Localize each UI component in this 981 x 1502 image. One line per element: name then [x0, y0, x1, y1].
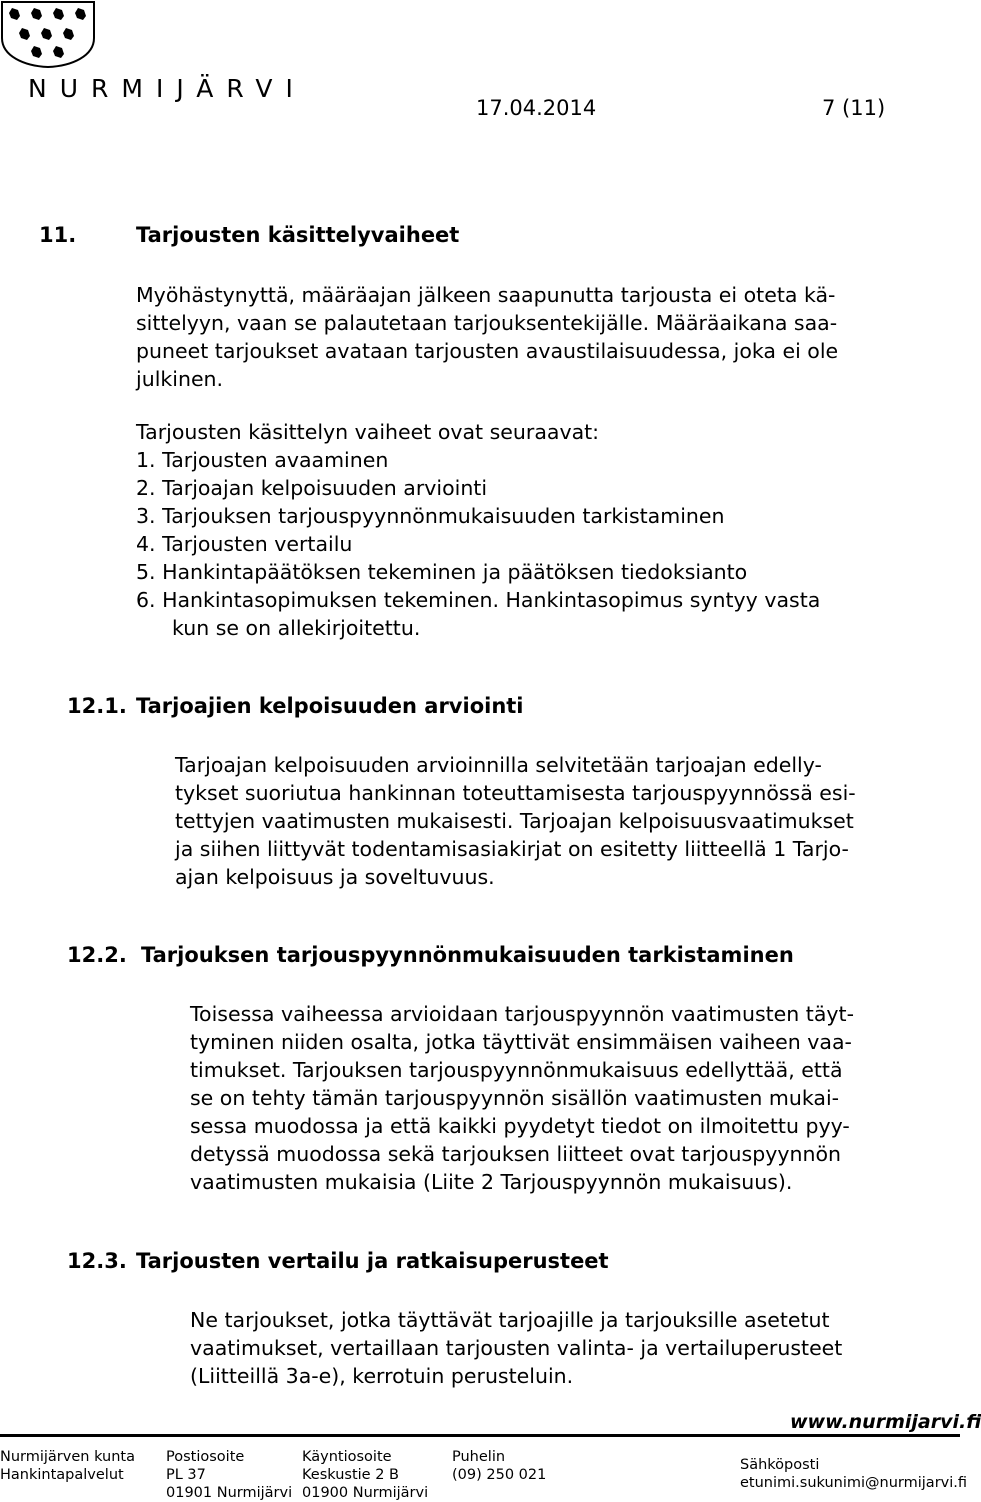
text-line: sittelyyn, vaan se palautetaan tarjouksentekijälle. Määräaikana saa- — [136, 311, 838, 335]
text-line: tykset suoriutua hankinnan toteuttamisesta tarjouspyynnössä esi- — [175, 781, 856, 805]
list-item: 5. Hankintapäätöksen tekeminen ja päätöksen tiedoksianto — [136, 560, 748, 584]
footer-email-link[interactable]: etunimi.sukunimi@nurmijarvi.fi — [740, 1475, 968, 1491]
footer-email — [740, 1456, 967, 1492]
text-line: Ne tarjoukset, jotka täyttävät tarjoajille ja tarjouksille asetetut — [190, 1308, 830, 1332]
list-item: 3. Tarjouksen tarjouspyynnönmukaisuuden tarkistaminen — [136, 504, 725, 528]
text-line: Myöhästynyttä, määräajan jälkeen saapunutta tarjousta ei oteta kä- — [136, 283, 836, 307]
footer-text: (09) 250 021 — [452, 1467, 547, 1483]
text-line: Tarjoajan kelpoisuuden arvioinnilla selvitetään tarjoajan edelly- — [175, 753, 822, 777]
section-11-number: 11. — [39, 223, 77, 247]
section-12-3-number: 12.3. — [67, 1249, 127, 1273]
section-12-2-title: Tarjouksen tarjouspyynnönmukaisuuden tarkistaminen — [141, 943, 794, 967]
text-line: vaatimukset, vertaillaan tarjousten valinta- ja vertailuperusteet — [190, 1336, 843, 1360]
text-line: Toisessa vaiheessa arvioidaan tarjouspyynnön vaatimusten täyt- — [190, 1002, 854, 1026]
brand-wordmark: NURMIJÄRVI — [28, 74, 306, 103]
section-12-3-paragraph — [190, 1306, 842, 1390]
steps-intro: Tarjousten käsittelyn vaiheet ovat seuraavat: — [136, 420, 600, 444]
footer-text: Hankintapalvelut — [0, 1467, 124, 1483]
section-12-1-paragraph — [175, 751, 856, 891]
list-item: 6. Hankintasopimuksen tekeminen. Hankintasopimus syntyy vasta — [136, 588, 821, 612]
footer-website[interactable]: www.nurmijarvi.fi — [790, 1411, 981, 1433]
text-line: tyminen niiden osalta, jotka täyttivät ensimmäisen vaiheen vaa- — [190, 1030, 852, 1054]
section-12-2-number: 12.2. — [67, 943, 127, 967]
text-line: julkinen. — [136, 367, 224, 391]
section-11-paragraph — [136, 281, 838, 393]
text-line: puneet tarjoukset avataan tarjousten avaustilaisuudessa, joka ei ole — [136, 339, 839, 363]
text-line: tettyjen vaatimusten mukaisesti. Tarjoajan kelpoisuusvaatimukset — [175, 809, 854, 833]
coat-of-arms-icon — [0, 0, 96, 68]
footer-postal-address — [166, 1448, 292, 1502]
text-line: se on tehty tämän tarjouspyynnön sisällön vaatimusten mukai- — [190, 1086, 840, 1110]
section-11-title: Tarjousten käsittelyvaiheet — [136, 223, 460, 247]
footer-visiting-address — [302, 1448, 428, 1502]
page-number: 7 (11) — [822, 96, 886, 120]
footer-phone — [452, 1448, 546, 1484]
footer-divider — [0, 1434, 960, 1437]
text-line: vaatimusten mukaisia (Liite 2 Tarjouspyynnön mukaisuus). — [190, 1170, 793, 1194]
text-line: (Liitteillä 3a-e), kerrotuin perusteluin. — [190, 1364, 574, 1388]
footer-text: Keskustie 2 B — [302, 1467, 399, 1483]
footer-text: 01900 Nurmijärvi — [302, 1485, 429, 1501]
steps-list — [136, 418, 820, 642]
section-12-2-paragraph — [190, 1000, 854, 1196]
section-12-1-title: Tarjoajien kelpoisuuden arviointi — [136, 694, 524, 718]
footer-text: Sähköposti — [740, 1457, 820, 1473]
list-item: 1. Tarjousten avaaminen — [136, 448, 389, 472]
text-line: ajan kelpoisuus ja soveltuvuus. — [175, 865, 495, 889]
footer-text: Käyntiosoite — [302, 1449, 392, 1465]
footer-organisation — [0, 1448, 135, 1484]
footer-text: Postiosoite — [166, 1449, 245, 1465]
municipal-coat-of-arms — [0, 0, 96, 68]
footer-text: Puhelin — [452, 1449, 506, 1465]
list-item-continuation: kun se on allekirjoitettu. — [172, 616, 421, 640]
text-line: detyssä muodossa sekä tarjouksen liitteet ovat tarjouspyynnön — [190, 1142, 842, 1166]
section-12-3-title: Tarjousten vertailu ja ratkaisuperusteet — [136, 1249, 609, 1273]
text-line: ja siihen liittyvät todentamisasiakirjat on esitetty liitteellä 1 Tarjo- — [175, 837, 849, 861]
list-item: 2. Tarjoajan kelpoisuuden arviointi — [136, 476, 488, 500]
document-date: 17.04.2014 — [476, 96, 597, 120]
footer-text: PL 37 — [166, 1467, 206, 1483]
list-item: 4. Tarjousten vertailu — [136, 532, 353, 556]
text-line: timukset. Tarjouksen tarjouspyynnönmukaisuus edellyttää, että — [190, 1058, 843, 1082]
section-12-1-number: 12.1. — [67, 694, 127, 718]
footer-text: Nurmijärven kunta — [0, 1449, 135, 1465]
footer-text: 01901 Nurmijärvi — [166, 1485, 293, 1501]
text-line: sessa muodossa ja että kaikki pyydetyt tiedot on ilmoitettu pyy- — [190, 1114, 850, 1138]
